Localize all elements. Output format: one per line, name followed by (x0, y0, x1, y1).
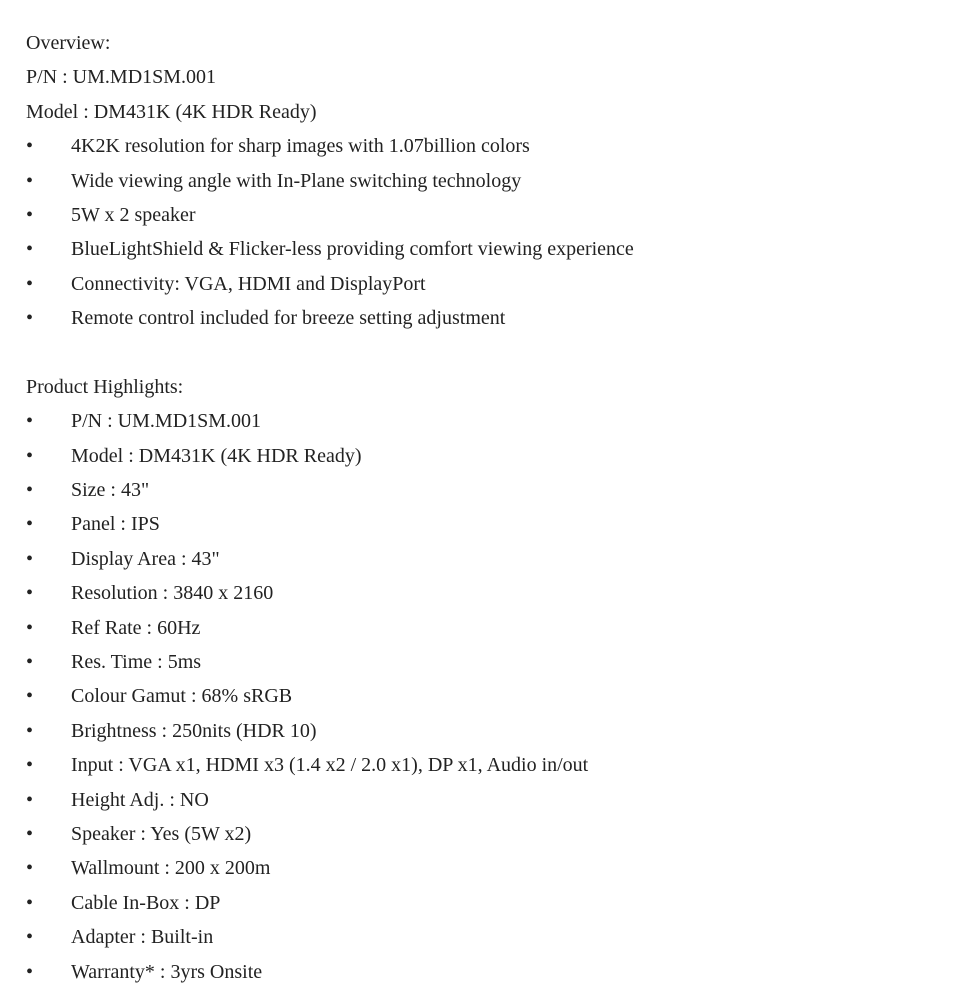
bullet-icon: • (26, 754, 34, 777)
list-item (26, 851, 946, 885)
bullet-icon: • (26, 960, 34, 983)
bullet-icon: • (26, 307, 34, 330)
list-item (26, 439, 946, 473)
list-item-text: Size : 43" (71, 479, 150, 502)
list-item-text: Wallmount : 200 x 200m (71, 857, 271, 880)
list-item (26, 817, 946, 851)
list-item (26, 267, 946, 301)
list-item (26, 576, 946, 610)
bullet-icon: • (26, 272, 34, 295)
list-item (26, 920, 946, 954)
list-item-text: Connectivity: VGA, HDMI and DisplayPort (71, 272, 426, 295)
list-item-text: Brightness : 250nits (HDR 10) (71, 719, 317, 742)
list-item-text: Speaker : Yes (5W x2) (71, 822, 252, 845)
list-item (26, 748, 946, 782)
list-item (26, 232, 946, 266)
list-item-text: Ref Rate : 60Hz (71, 616, 201, 639)
product-description (26, 26, 946, 989)
bullet-icon: • (26, 203, 34, 226)
bullet-icon: • (26, 410, 34, 433)
bullet-icon: • (26, 479, 34, 502)
bullet-icon: • (26, 891, 34, 914)
list-item-text: Model : DM431K (4K HDR Ready) (71, 444, 362, 467)
overview-model: Model : DM431K (4K HDR Ready) (26, 100, 317, 123)
section-spacer (26, 336, 946, 370)
bullet-icon: • (26, 513, 34, 536)
bullet-icon: • (26, 685, 34, 708)
bullet-icon: • (26, 169, 34, 192)
list-item-text: Height Adj. : NO (71, 788, 209, 811)
bullet-icon: • (26, 582, 34, 605)
list-item (26, 404, 946, 438)
bullet-icon: • (26, 444, 34, 467)
bullet-icon: • (26, 616, 34, 639)
bullet-icon: • (26, 135, 34, 158)
bullet-icon: • (26, 788, 34, 811)
list-item (26, 542, 946, 576)
overview-feature-list (26, 129, 946, 335)
list-item-text: 5W x 2 speaker (71, 203, 196, 226)
bullet-icon: • (26, 719, 34, 742)
bullet-icon: • (26, 651, 34, 674)
highlights-heading: Product Highlights: (26, 375, 184, 398)
list-item (26, 714, 946, 748)
list-item (26, 164, 946, 198)
list-item-text: P/N : UM.MD1SM.001 (71, 410, 262, 433)
list-item (26, 645, 946, 679)
list-item (26, 129, 946, 163)
bullet-icon: • (26, 547, 34, 570)
bullet-icon: • (26, 238, 34, 261)
list-item (26, 886, 946, 920)
list-item-text: Colour Gamut : 68% sRGB (71, 685, 293, 708)
list-item (26, 955, 946, 989)
list-item-text: Res. Time : 5ms (71, 651, 202, 674)
bullet-icon: • (26, 857, 34, 880)
list-item-text: Warranty* : 3yrs Onsite (71, 960, 263, 983)
list-item-text: 4K2K resolution for sharp images with 1.07billion colors (71, 135, 530, 158)
bullet-icon: • (26, 926, 34, 949)
list-item (26, 473, 946, 507)
list-item (26, 301, 946, 335)
list-item (26, 198, 946, 232)
highlights-list (26, 404, 946, 989)
list-item-text: BlueLightShield & Flicker-less providing comfort viewing experience (71, 238, 634, 261)
list-item-text: Input : VGA x1, HDMI x3 (1.4 x2 / 2.0 x1), DP x1, Audio in/out (71, 754, 589, 777)
overview-part-number: P/N : UM.MD1SM.001 (26, 66, 217, 89)
list-item-text: Panel : IPS (71, 513, 160, 536)
list-item (26, 679, 946, 713)
overview-heading: Overview: (26, 32, 111, 54)
list-item-text: Resolution : 3840 x 2160 (71, 582, 274, 605)
list-item-text: Cable In-Box : DP (71, 891, 221, 914)
list-item-text: Remote control included for breeze setting adjustment (71, 307, 506, 330)
list-item (26, 611, 946, 645)
bullet-icon: • (26, 822, 34, 845)
list-item (26, 507, 946, 541)
list-item (26, 783, 946, 817)
list-item-text: Adapter : Built-in (71, 926, 214, 949)
list-item-text: Display Area : 43" (71, 547, 220, 570)
list-item-text: Wide viewing angle with In-Plane switching technology (71, 169, 522, 192)
